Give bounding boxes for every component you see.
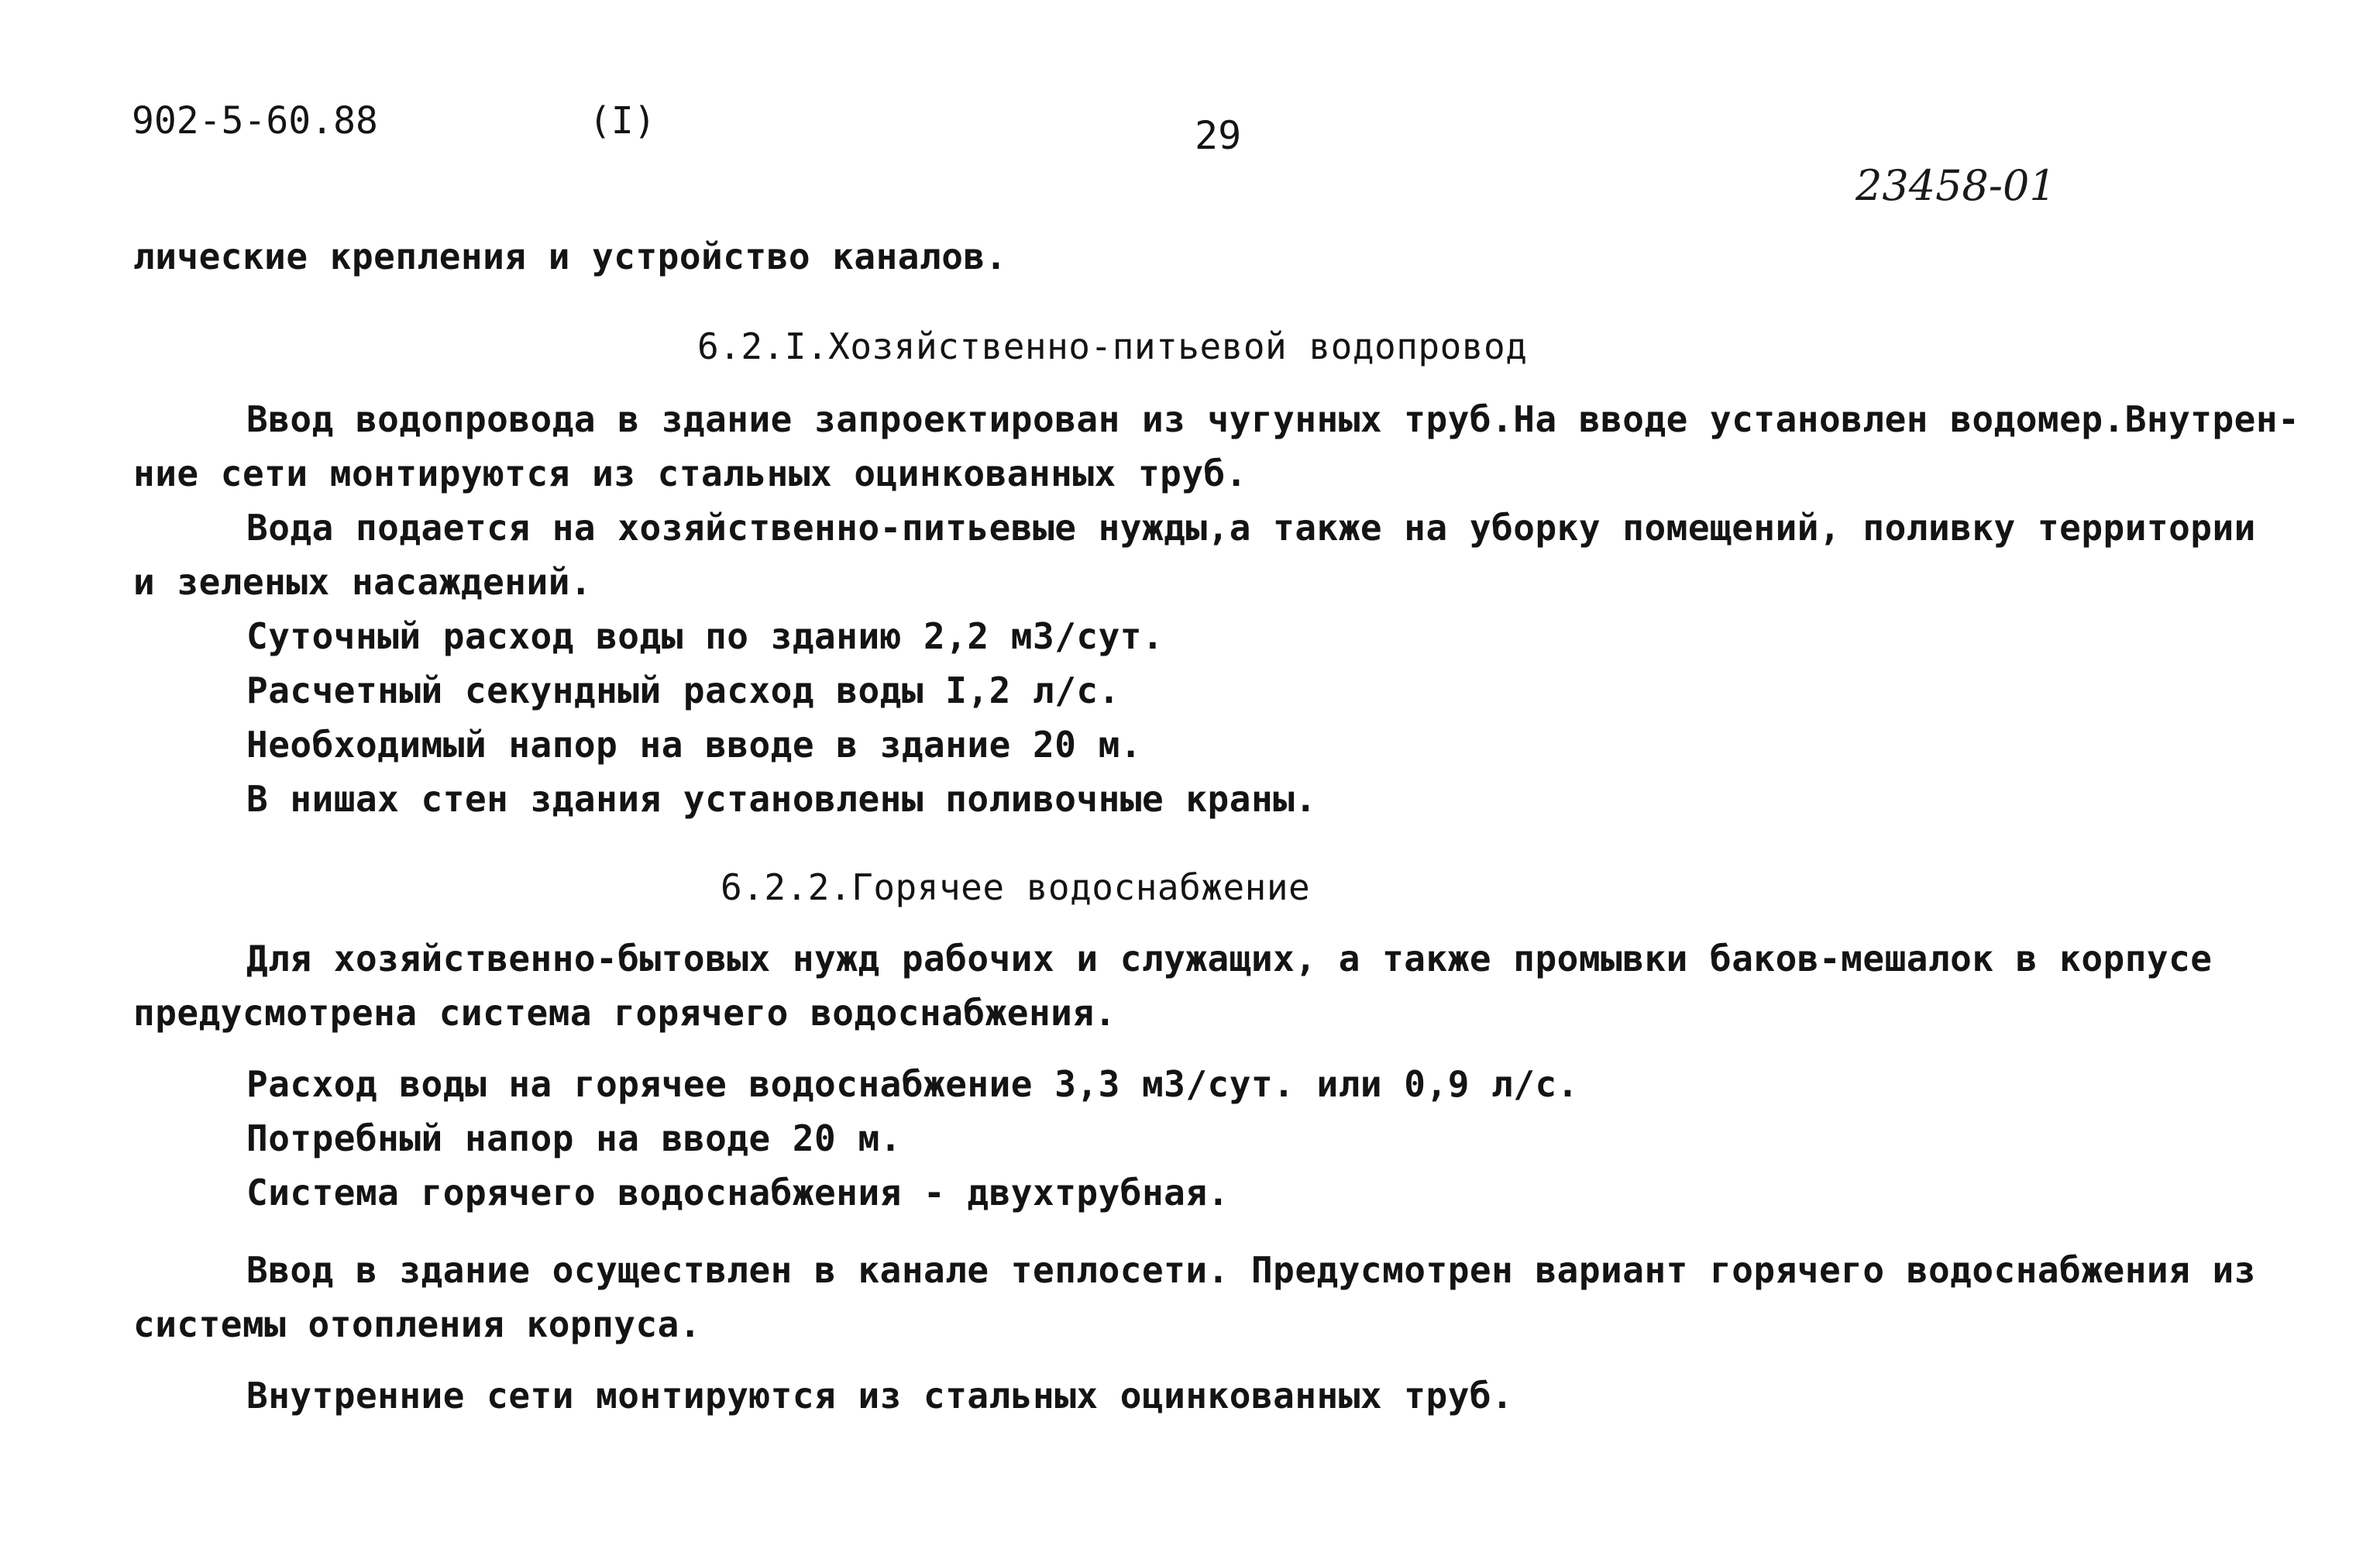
handwritten-number: 23458-01: [1856, 161, 2056, 210]
section2-paragraph-line: Расход воды на горячее водоснабжение 3,3 м3/сут. или 0,9 л/с.: [246, 1063, 1579, 1105]
section1-heading: 6.2.I.Хозяйственно-питьевой водопровод: [697, 325, 1528, 367]
document-code: 902-5-60.88: [132, 99, 378, 143]
section1-paragraph-line: Суточный расход воды по зданию 2,2 м3/сут.: [246, 615, 1164, 657]
section1-paragraph-line: В нишах стен здания установлены поливочные краны.: [246, 778, 1317, 820]
section1-paragraph-line: Необходимый напор на вводе в здание 20 м.: [246, 724, 1142, 766]
section1-paragraph-line: ние сети монтируются из стальных оцинкованных труб.: [133, 453, 1247, 494]
section2-paragraph-line: Система горячего водоснабжения - двухтрубная.: [246, 1172, 1230, 1213]
page-number: 29: [1195, 113, 1242, 158]
section2-paragraph-line: Внутренние сети монтируются из стальных оцинкованных труб.: [246, 1375, 1514, 1417]
sheet-indicator: (I): [589, 99, 656, 143]
section2-paragraph-line: Потребный напор на вводе 20 м.: [246, 1117, 902, 1159]
section2-heading: 6.2.2.Горячее водоснабжение: [721, 866, 1311, 908]
intro-line: лические крепления и устройство каналов.: [133, 236, 1007, 277]
section1-paragraph-line: Вода подается на хозяйственно-питьевые нужды,а также на уборку помещений, поливку территории: [246, 507, 2256, 549]
section1-paragraph-line: и зеленых насаждений.: [133, 561, 593, 603]
section2-paragraph-line: предусмотрена система горячего водоснабжения.: [133, 992, 1116, 1034]
section2-paragraph-line: Для хозяйственно-бытовых нужд рабочих и служащих, а также промывки баков-мешалок в корпусе: [246, 938, 2213, 979]
section1-paragraph-line: Ввод водопровода в здание запроектирован из чугунных труб.На вводе установлен водомер.Внутрен-: [246, 398, 2300, 440]
section2-paragraph-line: Ввод в здание осуществлен в канале теплосети. Предусмотрен вариант горячего водоснабжения из: [246, 1249, 2256, 1291]
section2-paragraph-line: системы отопления корпуса.: [133, 1303, 702, 1345]
section1-paragraph-line: Расчетный секундный расход воды I,2 л/с.: [246, 670, 1120, 711]
